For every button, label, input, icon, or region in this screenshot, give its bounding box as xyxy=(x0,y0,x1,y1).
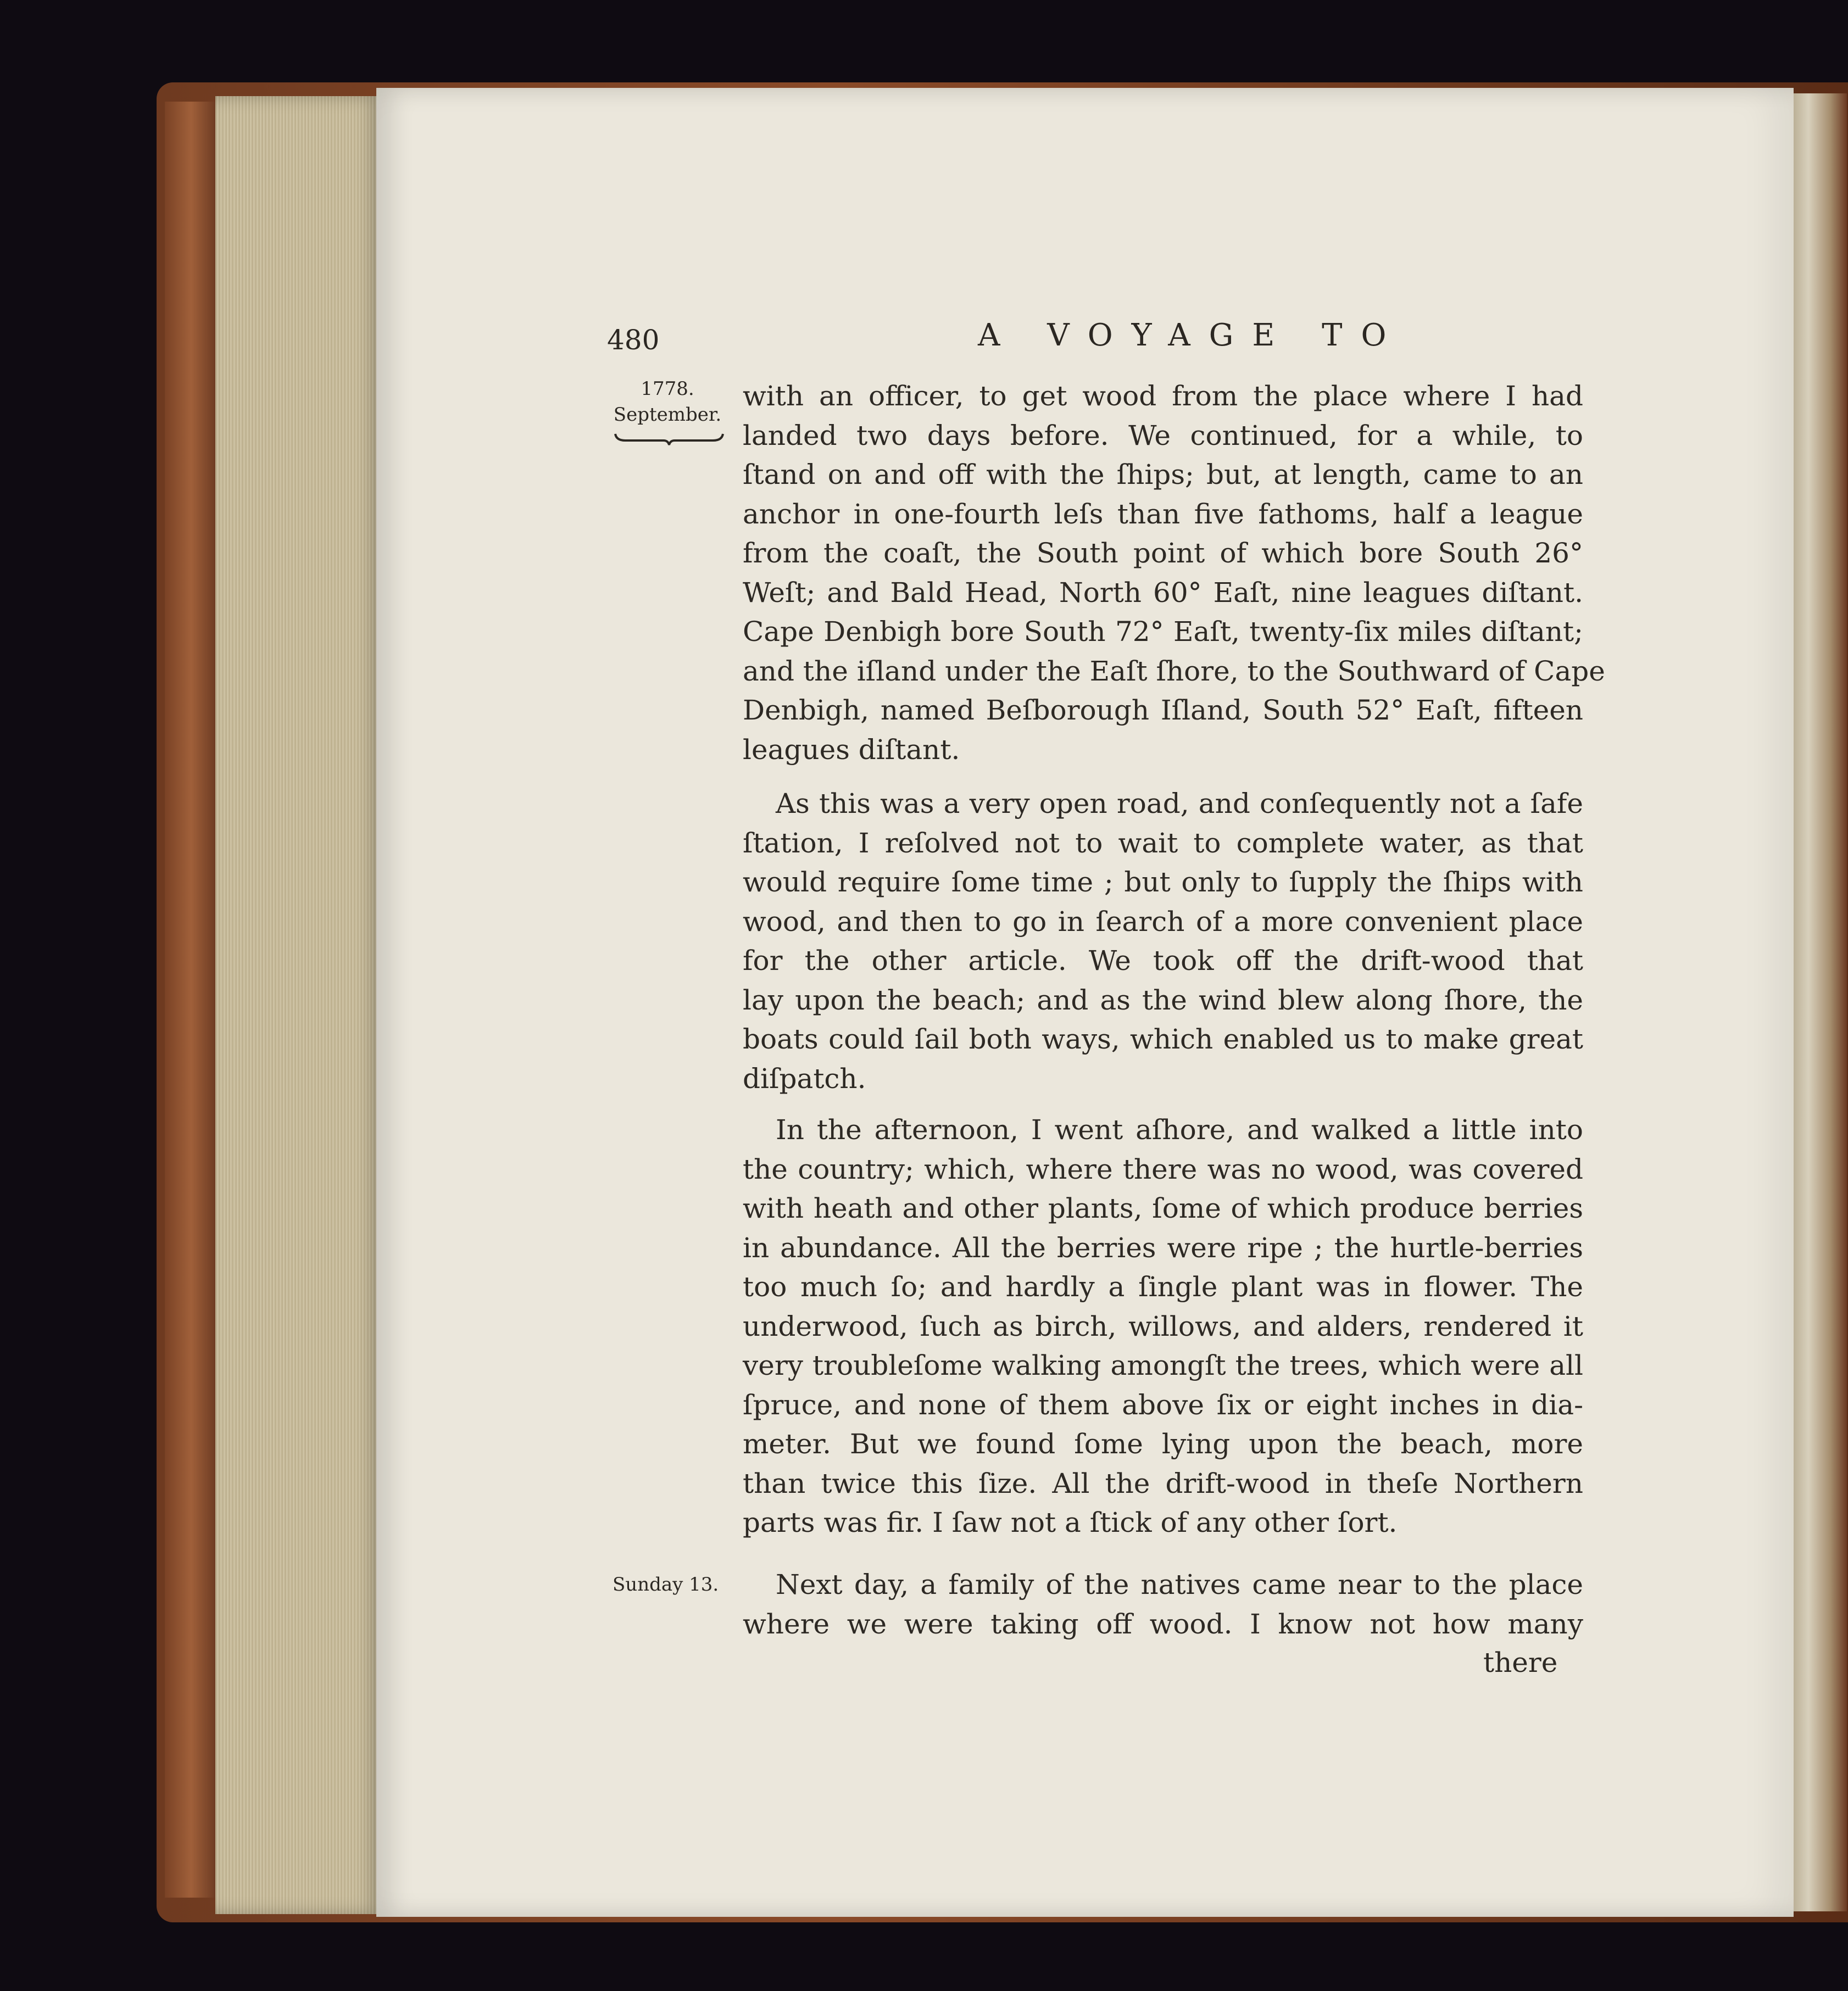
text-line: Cape Denbigh bore South 72° Eaſt, twenty-ſix miles diſtant; xyxy=(743,616,1583,648)
paragraph-4 xyxy=(743,1565,1583,1644)
paragraph-2 xyxy=(743,784,1583,1098)
text-line: in abundance. All the berries were ripe ; the hurtle-berries xyxy=(743,1231,1583,1264)
text-line: Weſt; and Bald Head, North 60° Eaſt, nine leagues diſtant. xyxy=(743,576,1583,609)
text-line: lay upon the beach; and as the wind blew along ſhore, the xyxy=(743,984,1583,1016)
text-line: leagues diſtant. xyxy=(743,733,960,766)
text-line: anchor in one-fourth leſs than five fathoms, half a league xyxy=(743,498,1583,530)
paragraph-1 xyxy=(743,377,1605,769)
text-line: boats could ſail both ways, which enabled us to make great xyxy=(743,1023,1583,1055)
text-line: landed two days before. We continued, for a while, to xyxy=(743,419,1583,451)
book-binding-edge xyxy=(165,102,217,1898)
page-edges-stack xyxy=(215,96,383,1914)
text-line: diſpatch. xyxy=(743,1062,866,1095)
text-line: would require ſome time ; but only to ſupply the ſhips with xyxy=(743,866,1583,898)
text-line: ſtand on and off with the ſhips; but, at length, came to an xyxy=(743,459,1583,490)
text-line: Next day, a family of the natives came near to the place xyxy=(776,1569,1583,1600)
text-line: for the other article. We took off the drift-wood that xyxy=(743,945,1583,977)
margin-year: 1778. xyxy=(641,378,694,400)
text-line: the country; which, where there was no wood, was covered xyxy=(743,1153,1583,1185)
text-line: and the iſland under the Eaſt ſhore, to the Southward of Cape xyxy=(743,655,1605,687)
text-line: meter. But we found ſome lying upon the beach, more xyxy=(743,1428,1583,1460)
text-line: with heath and other plants, ſome of which produce berries xyxy=(743,1192,1583,1224)
margin-brace-icon xyxy=(614,430,724,446)
text-line: very troubleſome walking amongſt the trees, which were all xyxy=(743,1349,1583,1381)
text-line: than twice this ſize. All the drift-wood in theſe Northern xyxy=(743,1467,1583,1499)
text-line: parts was fir. I ſaw not a ſtick of any other ſort. xyxy=(743,1507,1398,1538)
text-line: ſtation, I reſolved not to wait to complete water, as that xyxy=(743,827,1583,859)
margin-day-note: Sunday 13. xyxy=(613,1574,719,1596)
text-line: with an officer, to get wood from the place where I had xyxy=(743,380,1583,412)
text-line: too much ſo; and hardly a ſingle plant was in flower. The xyxy=(743,1271,1583,1303)
text-line: In the afternoon, I went aſhore, and walked a little into xyxy=(776,1114,1583,1146)
running-title: A VOYAGE TO xyxy=(978,317,1405,353)
catchword: there xyxy=(1483,1647,1558,1678)
page-number: 480 xyxy=(607,324,660,356)
paragraph-3 xyxy=(743,1111,1583,1543)
text-line: from the coaſt, the South point of which bore South 26° xyxy=(743,537,1583,569)
text-line: As this was a very open road, and conſequently not a ſafe xyxy=(776,788,1583,819)
text-line: Denbigh, named Beſborough Iſland, South 52° Eaſt, fifteen xyxy=(743,694,1583,726)
text-line: ſpruce, and none of them above ſix or eight inches in dia- xyxy=(743,1388,1583,1421)
facing-page-edge xyxy=(1792,93,1847,1911)
text-line: underwood, ſuch as birch, willows, and alders, rendered it xyxy=(743,1310,1583,1342)
text-line: where we were taking off wood. I know not how many xyxy=(743,1608,1583,1640)
margin-month: September. xyxy=(613,404,722,426)
text-line: wood, and then to go in ſearch of a more convenient place xyxy=(743,905,1583,938)
